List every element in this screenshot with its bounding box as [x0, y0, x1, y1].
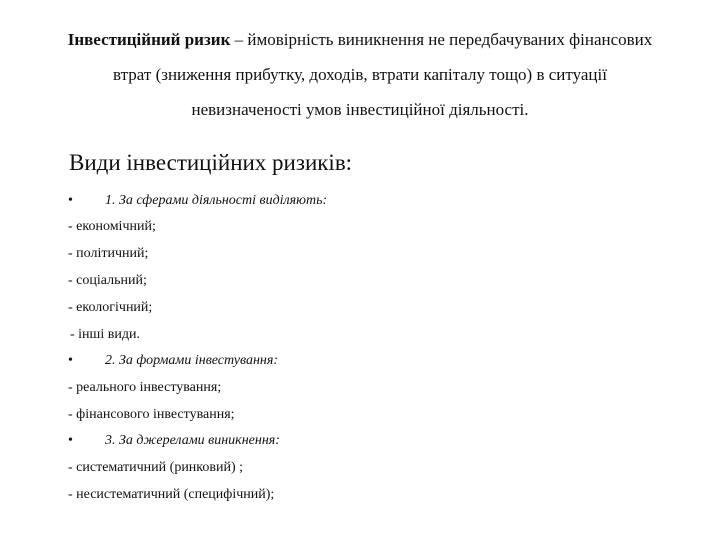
definition-line-2: втрат (зниження прибутку, доходів, втрати капіталу тощо) в ситуації [113, 65, 607, 84]
list-item: - економічний; [68, 219, 156, 234]
bullet-icon: • [68, 433, 73, 448]
list-item: - соціальний; [68, 273, 147, 288]
list-item: - реального інвестування; [68, 380, 222, 395]
group-heading: 3. За джерелами виникнення: [105, 433, 280, 448]
list-item: - політичний; [68, 246, 149, 261]
definition-line-3: невизначеності умов інвестиційної діяльності. [191, 100, 529, 119]
list-item: - екологічний; [68, 300, 153, 315]
section-title: Види інвестиційних ризиків: [69, 150, 353, 175]
definition-term: Інвестиційний ризик [67, 30, 231, 49]
list-item: - фінансового інвестування; [68, 407, 235, 422]
list-item: - несистематичний (специфічний); [68, 487, 275, 502]
group-heading: 1. За сферами діяльності виділяють: [105, 193, 328, 208]
bullet-icon: • [68, 193, 73, 208]
list-item: - інші види. [70, 327, 140, 342]
group-heading: 2. За формами інвестування: [105, 353, 279, 368]
bullet-icon: • [68, 353, 73, 368]
list-item: - систематичний (ринковий) ; [68, 460, 244, 475]
definition-line-1-rest: – ймовірність виникнення не передбачуваних фінансових [230, 30, 653, 49]
